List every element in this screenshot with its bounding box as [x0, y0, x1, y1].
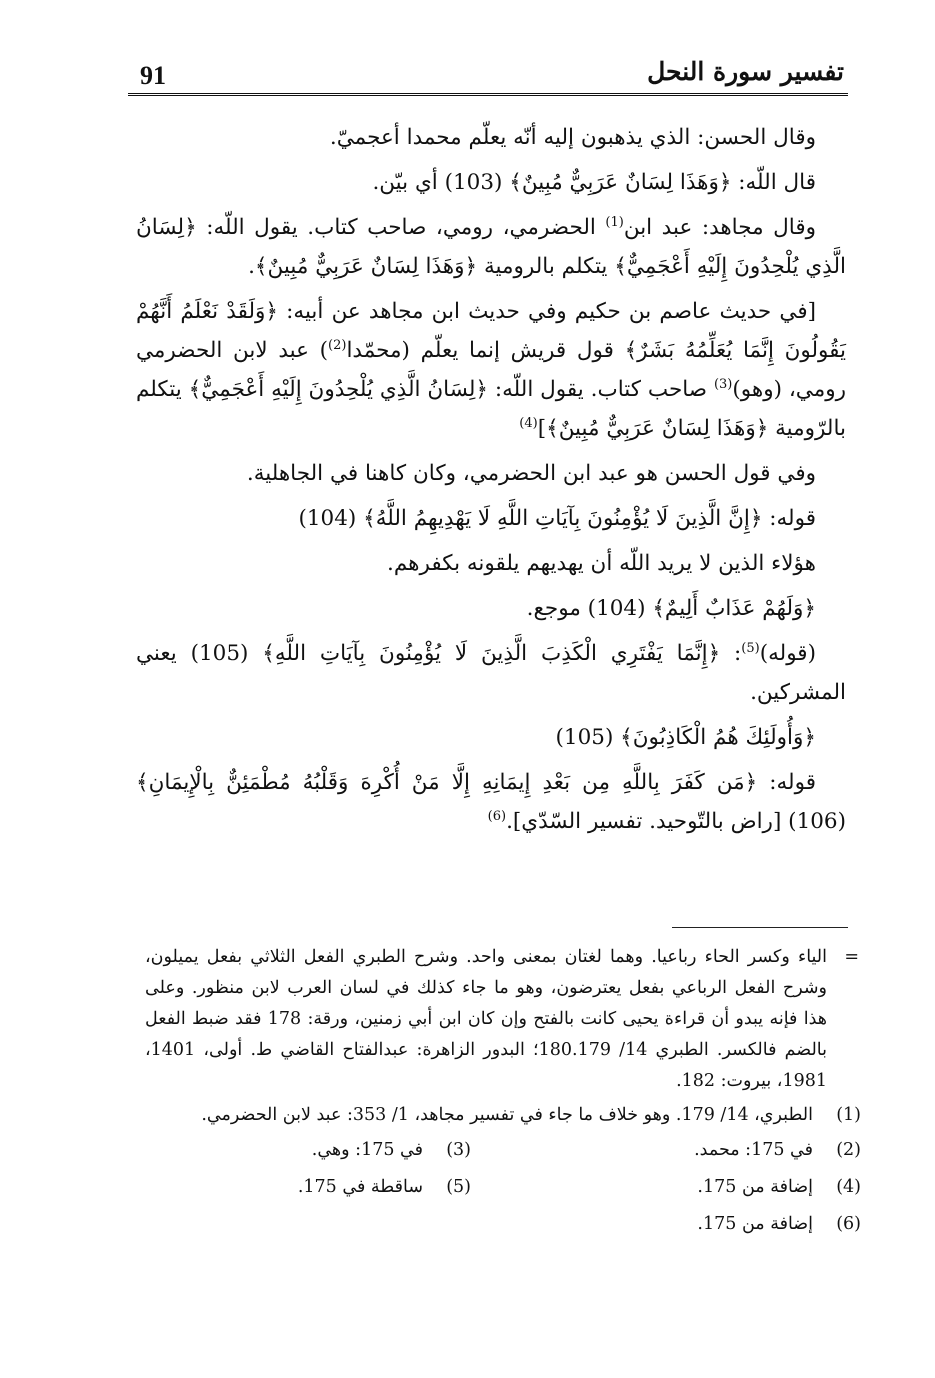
footnote-text: إضافة من 175. [697, 1177, 813, 1197]
verse-106-text: قوله: ﴿مَن كَفَرَ بِاللَّهِ مِن بَعْدِ إِيمَانِهِ إِلَّا مَنْ أُكْرِهَ وَقَلْبُهُ مُطْمَئِنٌّ بِالْإِيمَانِ﴾ (106) [راض بالتّوحيد. تفسير السّدّي]. [136, 770, 846, 834]
footnote-2 [521, 1133, 861, 1170]
footnote-continuation [145, 942, 861, 1097]
page-header [128, 55, 848, 96]
footnote-6 [521, 1207, 861, 1244]
paragraph-verse-105 [136, 634, 846, 712]
verse-105-text-b: : ﴿إِنَّمَا يَفْتَرِي الْكَذِبَ الَّذِينَ لَا يُؤْمِنُونَ بِآيَاتِ اللَّهِ﴾ (105) يعني المشركين. [136, 641, 846, 705]
footnote-number: (1) [836, 1105, 861, 1125]
asim-text-a: [في حديث عاصم بن حكيم وفي حديث ابن مجاهد عن أبيه: ﴿وَلَقَدْ نَعْلَمُ أَنَّهُمْ يَقُولُونَ إِنَّمَا يُعَلِّمُهُ بَشَرٌ﴾ قول قريش إنما يعلّم (محمّدا [136, 299, 847, 363]
verse-105-text-a: (قوله) [759, 641, 816, 666]
continuation-text: الياء وكسر الحاء رباعيا. وهما لغتان بمعنى واحد. وشرح الطبري الفعل الثلاثي بفعل يميلون، وشرح الفعل الرباعي بفعل يعترضون، وهو ما جاء كذلك في لسان العرب لابن منظور. وعلى هذا فإنه يبدو أن قراءة يحيى كانت بالفتح وإن كان ابن أبي زمنين، ورقة: 178 فقد ضبط الفعل بالضم فالكسر. الطبري 14/ 180.179؛ البدور الزاهرة: عبدالفتاح القاضي ط. أولى، 1401، 1981، بيروت: 182. [145, 947, 827, 1091]
footnote-column-right [521, 1133, 861, 1244]
paragraph-hasan-quote: وقال الحسن: الذي يذهبون إليه أنّه يعلّم محمدا أعجميّ. [329, 125, 816, 150]
footnote-number: (3) [446, 1140, 471, 1160]
footnote-text: ساقطة في 175. [297, 1177, 423, 1197]
paragraph-verse-104-punishment: ﴿وَلَهُمْ عَذَابٌ أَلِيمٌ﴾ (104) موجع. [526, 596, 816, 621]
continuation-marker: = [844, 947, 859, 967]
footnote-number: (5) [446, 1177, 471, 1197]
footnote-columns [145, 1133, 861, 1253]
footnote-text: في 175: وهي. [311, 1140, 423, 1160]
footnote-3 [131, 1133, 471, 1170]
mujahid-text-a: وقال مجاهد: عبد ابن [623, 215, 816, 240]
footnote-1 [145, 1100, 861, 1131]
paragraph-commentary-104: هؤلاء الذين لا يريد اللّه أن يهديهم يلقونه بكفرهم. [386, 551, 816, 576]
footnote-number: (6) [836, 1214, 861, 1234]
asim-text-b: ) عبد لابن الحضرمي رومي، (وهو) [136, 338, 846, 402]
paragraph-verse-103: قال اللّه: ﴿وَهَذَا لِسَانٌ عَرَبِيٌّ مُبِينٌ﴾ (103) أي بيّن. [372, 170, 816, 195]
paragraph-verse-104: قوله: ﴿إِنَّ الَّذِينَ لَا يُؤْمِنُونَ بِآيَاتِ اللَّهِ لَا يَهْدِيهِمُ اللَّهُ﴾ (104) [298, 506, 816, 531]
footnote-number: (4) [836, 1177, 861, 1197]
paragraph-verse-105-liars: ﴿وَأُولَئِكَ هُمُ الْكَاذِبُونَ﴾ (105) [555, 725, 816, 750]
paragraph-asim-hadith [136, 292, 846, 448]
paragraph-hasan-kahin: وفي قول الحسن هو عبد ابن الحضرمي، وكان كاهنا في الجاهلية. [246, 461, 816, 486]
footnote-text: في 175: محمد. [694, 1140, 813, 1160]
footnote-ref-6[interactable]: (6) [487, 808, 507, 824]
footnote-text: الطبري، 14/ 179. وهو خلاف ما جاء في تفسير مجاهد، 1/ 353: عبد لابن الحضرمي. [201, 1105, 813, 1125]
footnote-ref-3[interactable]: (3) [713, 376, 733, 392]
footnote-column-left [131, 1133, 471, 1207]
footnote-separator [672, 927, 848, 928]
mujahid-text-b: الحضرمي، رومي، صاحب كتاب. يقول اللّه: ﴿لِسَانُ الَّذِي يُلْحِدُونَ إِلَيْهِ أَعْجَمِيٌّ﴾ يتكلم بالرومية ﴿وَهَذَا لِسَانٌ عَرَبِيٌّ مُبِينٌ﴾. [136, 215, 846, 279]
footnote-ref-2[interactable]: (2) [328, 337, 347, 353]
footnote-4 [521, 1170, 861, 1207]
footnote-text: إضافة من 175. [697, 1214, 813, 1234]
footnote-number: (2) [836, 1140, 861, 1160]
footnote-5 [131, 1170, 471, 1207]
footnote-ref-4[interactable]: (4) [519, 415, 538, 431]
footnote-ref-5[interactable]: (5) [741, 640, 760, 656]
asim-text-c: صاحب كتاب. يقول اللّه: ﴿لِسَانُ الَّذِي يُلْحِدُونَ إِلَيْهِ أَعْجَمِيٌّ﴾ يتكلم بالرّومية ﴿وَهَذَا لِسَانٌ عَرَبِيٌّ مُبِينٌ﴾] [136, 377, 846, 441]
running-title: تفسير سورة النحل [647, 57, 844, 86]
footnotes [145, 942, 861, 1253]
page-number: 91 [140, 61, 166, 90]
paragraph-mujahid [136, 208, 846, 286]
paragraph-verse-106 [136, 763, 846, 841]
footnote-ref-1[interactable]: (1) [605, 214, 624, 230]
main-text [136, 118, 846, 847]
